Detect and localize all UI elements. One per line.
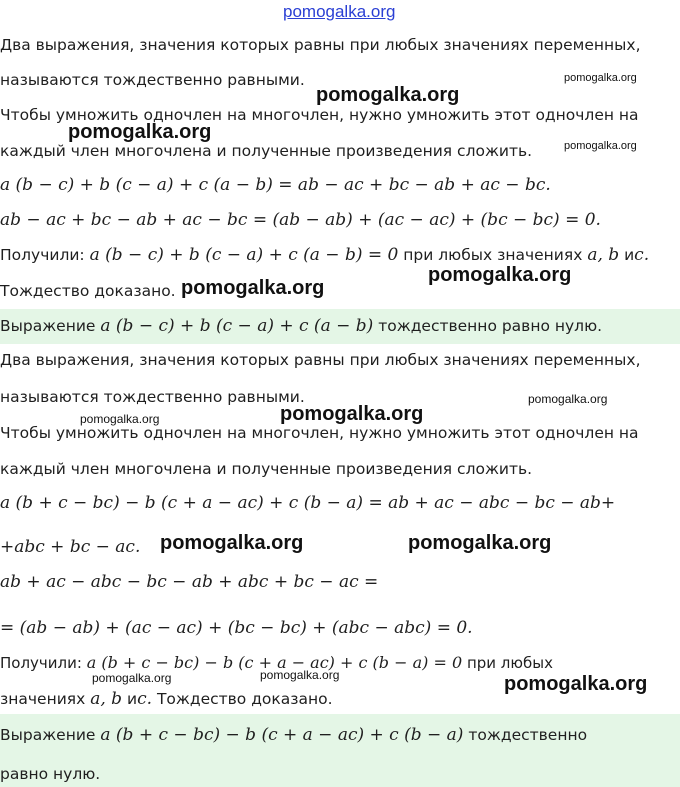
watermark: pomogalka.org xyxy=(160,532,304,554)
definition-line-1b: Два выражения, значения которых равны при любых значениях переменных, xyxy=(0,351,641,369)
watermark: pomogalka.org xyxy=(68,121,212,143)
equation-4a: ab + ac − abc − bc − ab + abc + bc − ac = xyxy=(0,572,379,592)
result-var-c-b: c. xyxy=(137,689,152,709)
proved-line: Тождество доказано. xyxy=(0,282,176,300)
watermark: pomogalka.org xyxy=(564,140,637,152)
conclusion-expression-b: a (b + c − bc) − b (c + a − ac) + c (b − a) xyxy=(100,725,464,745)
result-tail-b: при любых xyxy=(466,654,553,672)
watermark: pomogalka.org xyxy=(428,264,572,286)
result-line-b2 xyxy=(0,688,333,710)
equation-3a: a (b + c − bc) − b (c + a − ac) + c (b − a) = ab + ac − abc − bc − ab+ xyxy=(0,493,616,513)
watermark: pomogalka.org xyxy=(316,84,460,106)
rule-line-1: Чтобы умножить одночлен на многочлен, нужно умножить этот одночлен на xyxy=(0,106,639,124)
result-and-b: и xyxy=(126,690,138,708)
result-vars-b: a, b xyxy=(90,689,123,709)
equation-4b: = (ab − ab) + (ac − ac) + (bc − bc) + (abc − abc) = 0. xyxy=(0,618,473,638)
watermark: pomogalka.org xyxy=(92,671,172,685)
conclusion-label: Выражение xyxy=(0,317,96,335)
result-var-c: c. xyxy=(634,245,650,265)
definition-line-1: Два выражения, значения которых равны при любых значениях переменных, xyxy=(0,36,641,54)
watermark: pomogalka.org xyxy=(181,277,325,299)
rule-line-2: каждый член многочлена и полученные произведения сложить. xyxy=(0,142,533,160)
result-expression: a (b − c) + b (c − a) + c (a − b) = 0 xyxy=(89,245,399,265)
result-label-b: Получили: xyxy=(0,654,82,672)
definition-line-2: называются тождественно равными. xyxy=(0,71,305,89)
watermark: pomogalka.org xyxy=(504,673,648,695)
result-line xyxy=(0,244,649,266)
definition-line-2b: называются тождественно равными. xyxy=(0,388,305,406)
result-label-b2: значениях xyxy=(0,690,86,708)
equation-3b: +abc + bc − ac. xyxy=(0,537,141,557)
equation-2: ab − ac + bc − ab + ac − bc = (ab − ab) + (ac − ac) + (bc − bc) = 0. xyxy=(0,210,601,230)
result-tail: при любых значениях xyxy=(403,246,583,264)
watermark: pomogalka.org xyxy=(80,412,160,426)
equation-1: a (b − c) + b (c − a) + c (a − b) = ab − ac + bc − ab + ac − bc. xyxy=(0,175,551,195)
watermark: pomogalka.org xyxy=(408,532,552,554)
result-and: и xyxy=(624,246,635,264)
conclusion-line xyxy=(0,315,602,337)
rule-line-1b: Чтобы умножить одночлен на многочлен, нужно умножить этот одночлен на xyxy=(0,424,639,442)
result-vars: a, b xyxy=(587,245,620,265)
conclusion-tail: тождественно равно нулю. xyxy=(378,317,603,335)
conclusion-label-b: Выражение xyxy=(0,726,96,744)
conclusion-tail-b: тождественно xyxy=(468,726,588,744)
rule-line-2b: каждый член многочлена и полученные произведения сложить. xyxy=(0,460,533,478)
watermark: pomogalka.org xyxy=(564,72,637,84)
watermark: pomogalka.org xyxy=(280,403,424,425)
conclusion-line-b2: равно нулю. xyxy=(0,765,101,783)
watermark: pomogalka.org xyxy=(260,668,340,682)
result-expression-b: a (b + c − bc) − b (c + a − ac) + c (b − a) = 0 xyxy=(86,653,463,672)
conclusion-line-b xyxy=(0,724,587,746)
watermark: pomogalka.org xyxy=(528,392,608,406)
site-link[interactable]: pomogalka.org xyxy=(283,2,396,21)
proved-line-b: Тождество доказано. xyxy=(156,690,333,708)
conclusion-expression: a (b − c) + b (c − a) + c (a − b) xyxy=(100,316,374,336)
result-label: Получили: xyxy=(0,246,85,264)
